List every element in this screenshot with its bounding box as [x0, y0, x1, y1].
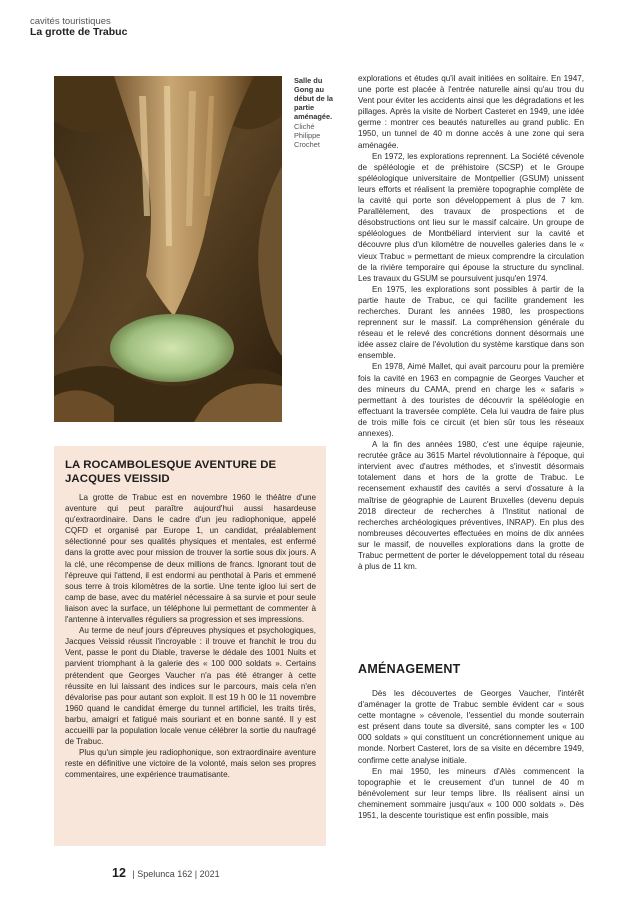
caption-title: Salle du Gong au début de la partie aménagée. [294, 76, 334, 121]
box-paragraph: La grotte de Trabuc est en novembre 1960 le théâtre d'une aventure qui peut paraître aujourd'hui aussi hasardeuse qu'extraordinaire. Dans le cadre d'un jeu radiophonique, appelé CQFD et organisé par Europe 1, un candidat, préalablement sélectionné pour ses qualités physiques et mentales, est enfermé dans la grotte avec pour mission de trouver la sortie sous dix jours. A la clé, une récompense de deux millions de francs. Ignorant tout de l'épreuve qui l'attend, il est endormi au penthotal à Paris et emmené sous terre à trois kilomètres de la sortie. Une tente igloo lui sert de camp de base, avec du matériel nécessaire à sa survie et pour seule liaison avec la surface, un téléphone lui permettant de commenter à l'antenne à intervalles réguliers sa progression et ses impressions. [65, 493, 316, 625]
sidebar-box [54, 446, 326, 846]
box-body [65, 492, 316, 780]
right-column-continued [358, 688, 584, 821]
section-label: cavités touristiques [30, 16, 111, 27]
box-heading: LA ROCAMBOLESQUE AVENTURE DE JACQUES VEISSID [65, 459, 277, 485]
box-paragraph: Plus qu'un simple jeu radiophonique, son extraordinaire aventure reste en définitive une victoire de la volonté, mais selon ses propres commentaires, une expérience traumatisante. [65, 748, 316, 780]
body-paragraph: En 1978, Aimé Mallet, qui avait parcouru pour la première fois la cavité en 1963 en compagnie de Georges Vaucher et des mineurs du CAMA, prend en charge les « safaris » permettant à des touristes de découvrir la spéléologie en effectuant la traversée complète. Cela lui vaudra de faire plus de trois mille fois ce circuit (et bien sûr tous les réseaux annexes). [358, 362, 584, 438]
body-paragraph: En 1975, les explorations sont possibles à partir de la partie haute de Trabuc, ce qui facilite grandement les recherches. Durant les années 1980, les prospections reprennent sur le massif. La compréhension générale du réseau et le relevé des concrétions donnent désormais une idée assez claire de l'évolution du système karstique dans son ensemble. [358, 284, 584, 361]
photo-caption [294, 76, 342, 149]
section-heading: AMÉNAGEMENT [358, 662, 461, 676]
body-paragraph: En 1972, les explorations reprennent. La Société cévenole de spéléologie et de préhistoire (SCSP) et le Groupe spéléologique universitaire de Montpellier (GSUM) unissent leurs efforts et réalisent la première topographie complète de la cavité qui porte son développement à plus de 7 km. Parallèlement, des travaux de prospections et de désobstructions ont lieu sur le massif calcaire. Un groupe de spéléologues de Montbéliard intervient sur la cavité et découvre plus d'un kilomètre de nouvelles galeries dans le « vieux Trabuc » permettant de mieux comprendre la circulation de la rivière temporaire qui épouse la structure du synclinal. Les travaux du GSUM se poursuivent jusqu'en 1974. [358, 151, 584, 283]
publication-info: | Spelunca 162 | 2021 [132, 869, 220, 879]
page-footer [112, 866, 220, 880]
cave-photo [54, 76, 282, 422]
body-paragraph: explorations et études qu'il avait initiées en solitaire. En 1947, une porte est placée à l'entrée naturelle ainsi qu'au trou du Vent pour éviter les accidents ainsi que les dégradations et les pillages. Après la visite de Norbert Casteret en 1949, une idée germe : montrer ces beautés naturelles au grand public. En 1950, un tunnel de 40 m donne accès à une zone qui sera aménagée. [358, 74, 584, 150]
body-paragraph: En mai 1950, les mineurs d'Alès commencent la topographie et le creusement d'un tunnel de 40 m bénévolement sur leur temps libre. Ils réalisent ainsi un cheminement sommaire jusqu'aux « 100 000 soldats ». Dès 1951, la descente touristique est enfin possible, mais [358, 766, 584, 821]
body-paragraph: A la fin des années 1980, c'est une équipe rajeunie, recrutée grâce au 3615 Martel révolutionnaire à l'époque, qui intervient avec d'autres méthodes, et s'investit désormais totalement dans et hors de la grotte de Trabuc. Le recensement exhaustif des cavités a servi d'ossature à la maîtrise de géographie de Laurent Bruxelles (devenu depuis 2018 directeur de recherches à l'Institut national de recherches archéologiques préventives, INRAP). En plus des nombreuses découvertes effectuées en moins de dix années sur le massif, de nouvelles explorations dans la grotte de Trabuc permettent de porter le développement total du réseau à plus de 11 km. [358, 440, 584, 572]
box-paragraph: Au terme de neuf jours d'épreuves physiques et psychologiques, Jacques Veissid réussit l'incroyable : il trouve et franchit le trou du Vent, passe le pont du Diable, traverse le dédale des 1001 Nuits et parvient triomphant à la galerie des « 100 000 soldats ». Certains prétendent que Georges Vaucher n'a pas été étranger à cette réussite en lui laissant des indices sur le parcours, mais cela n'en dévalorise pas pour autant son exploit. Il est 19 h 00 le 11 novembre 1960 quand le candidat émerge du tunnel artificiel, les traits tirés, barbu, amaigri et fatigué mais souriant et en bonne santé. Il y est accueilli par la population locale venue célébrer la sortie du naufragé de Trabuc. [65, 626, 316, 747]
body-paragraph: Dès les découvertes de Georges Vaucher, l'intérêt d'aménager la grotte de Trabuc semble évident car « sous cette montagne » cévenole, l'essentiel du monde souterrain est présent dans toute sa diversité, sans compter les « 100 000 soldats » qui constituent un concrétionnement unique au monde. Norbert Casteret, lors de sa visite en décembre 1949, confirme cette analyse initiale. [358, 689, 584, 765]
caption-credit: Cliché Philippe Crochet [294, 122, 321, 149]
page-number: 12 [112, 866, 126, 880]
right-column [358, 73, 584, 572]
page-running-title: La grotte de Trabuc [30, 26, 128, 38]
